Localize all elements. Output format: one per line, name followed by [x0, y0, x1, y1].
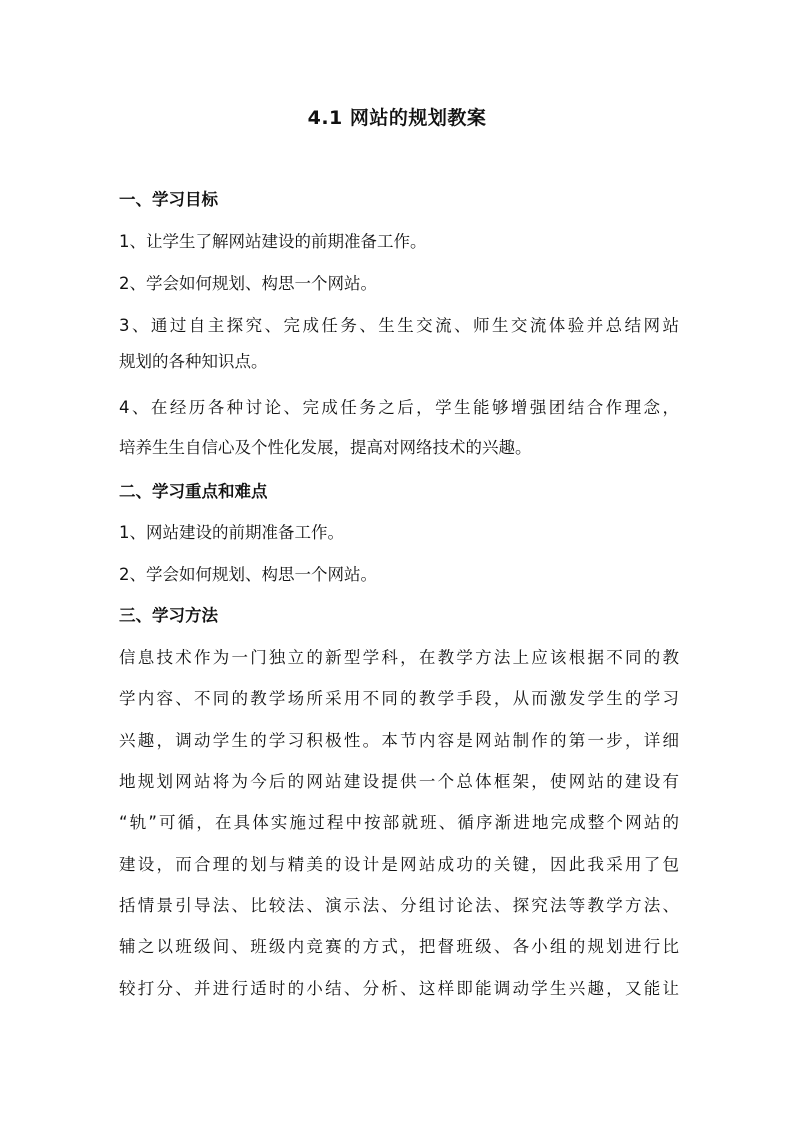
section-line: 4、在经历各种讨论、完成任务之后，学生能够增强团结合作理念，: [119, 398, 679, 417]
section-line: 1、网站建设的前期准备工作。: [119, 523, 344, 542]
section-line: 2、学会如何规划、构思一个网站。: [119, 274, 377, 293]
section-heading-key-points: 二、学习重点和难点: [119, 482, 268, 501]
document-title: 4.1 网站的规划教案: [307, 107, 487, 129]
section-line: 地规划网站将为今后的网站建设提供一个总体框架，使网站的建设有: [119, 772, 679, 791]
section-line: 学内容、不同的教学场所采用不同的教学手段，从而激发学生的学习: [119, 689, 679, 708]
section-line: 培养生生自信心及个性化发展，提高对网络技术的兴趣。: [119, 438, 532, 457]
section-line: 2、学会如何规划、构思一个网站。: [119, 565, 377, 584]
section-line: 1、让学生了解网站建设的前期准备工作。: [119, 232, 427, 251]
section-line: 建设，而合理的划与精美的设计是网站成功的关键，因此我采用了包: [119, 855, 679, 874]
section-line: 兴趣，调动学生的学习积极性。本节内容是网站制作的第一步，详细: [119, 731, 679, 750]
section-line: 辅之以班级间、班级内竞赛的方式，把督班级、各小组的规划进行比: [119, 937, 679, 956]
section-line: 规划的各种知识点。: [119, 352, 268, 371]
section-line: 信息技术作为一门独立的新型学科，在教学方法上应该根据不同的教: [119, 648, 679, 667]
section-line: 括情景引导法、比较法、演示法、分组讨论法、探究法等教学方法、: [119, 896, 679, 915]
section-line: 较打分、并进行适时的小结、分析、这样即能调动学生兴趣，又能让: [119, 979, 679, 998]
section-heading-learning-methods: 三、学习方法: [119, 606, 218, 625]
section-line: “轨”可循，在具体实施过程中按部就班、循序渐进地完成整个网站的: [119, 813, 679, 832]
section-line: 3、通过自主探究、完成任务、生生交流、师生交流体验并总结网站: [119, 316, 679, 335]
section-heading-learning-goals: 一、学习目标: [119, 190, 218, 209]
